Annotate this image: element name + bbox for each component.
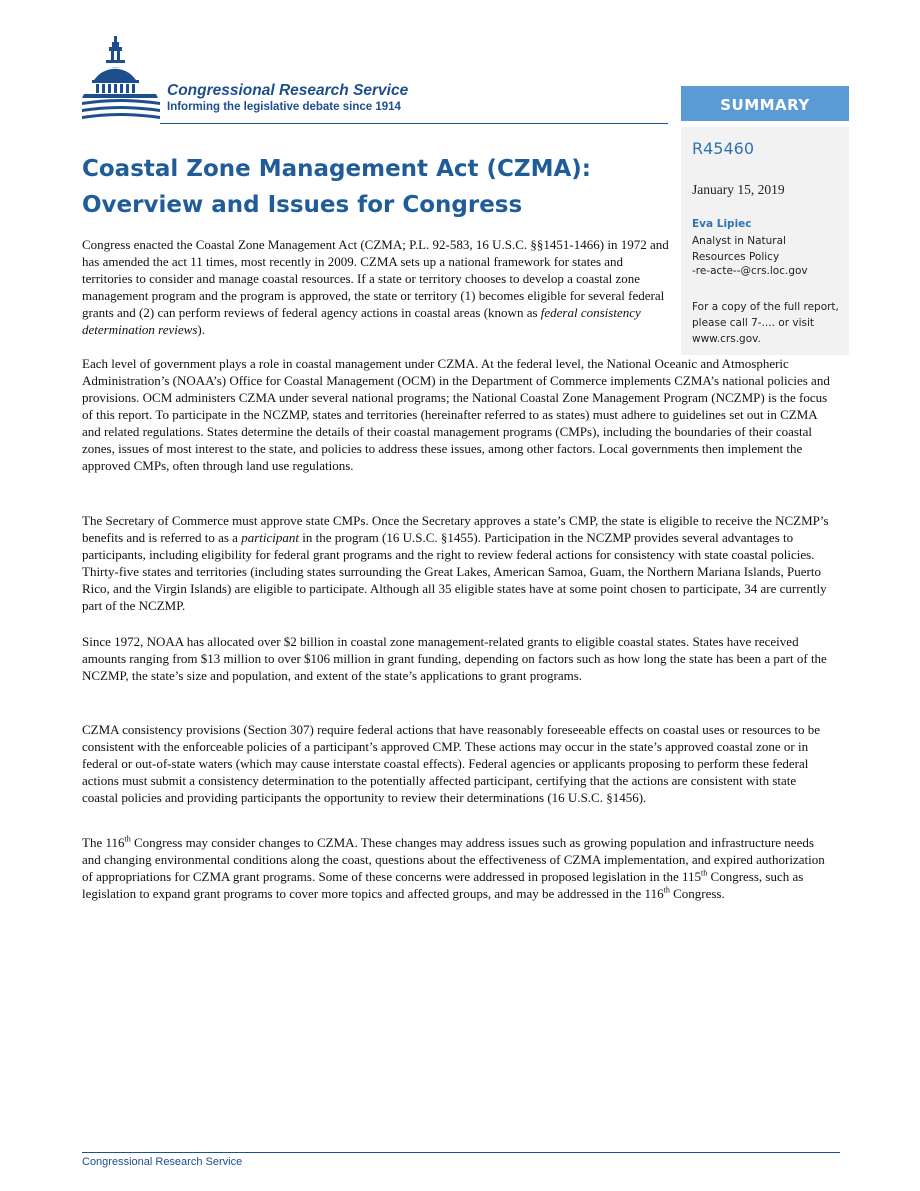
paragraph-text: Congress enacted the Coastal Zone Management Act (CZMA; P.L. 92-583, 16 U.S.C. §§1451-1466) in 1972 and has amended the act 11 times, most recently in 2009. CZMA sets up a national framework for states and territories to consider and manage coastal resources. If a state or territory chooses to develop a coastal zone management program and the program is approved, the state or territory (1) becomes eligible for several federal grants and (2) can perform reviews of federal agency actions in coastal areas (known as bbox=[82, 237, 669, 320]
summary-paragraph-5: CZMA consistency provisions (Section 307) require federal actions that have reasonably foreseeable effects on coastal uses or resources to be consistent with the enforceable policies of a participant’s approved CMP. These actions may occur in the state’s approved coastal zone or in federal or out-of-state waters (which may cause interstate coastal effects). Federal agencies or applicants proposing to perform these federal actions must submit a consistency determination to the potentially affected participant, certifying that the actions are consistent with state coastal policies and providing participants the opportunity to review their determinations (16 U.S.C. §1456). bbox=[82, 722, 820, 805]
summary-paragraph-1 bbox=[82, 236, 669, 338]
report-title bbox=[82, 151, 591, 223]
paragraph-emphasis: federal consistency determination reviews bbox=[82, 305, 641, 337]
ordinal-suffix: th bbox=[124, 834, 131, 844]
paragraph-text: in the program (16 U.S.C. §1455). Participation in the NCZMP provides several advantages to participants, including eligibility for federal grant programs and the right to review federal actions for consistency with state coastal policies. Thirty-five states and territories (including states surrounding the Great Lakes, American Samoa, Guam, the Northern Mariana Islands, Puerto Rico, and the Virgin Islands) are eligible to participate. Although all 35 eligible states have at some point chosen to participate, 34 are currently part of the NCZMP. bbox=[82, 530, 827, 613]
summary-paragraph-6 bbox=[82, 834, 832, 902]
capitol-dome-icon bbox=[82, 36, 162, 120]
summary-paragraph-2: Each level of government plays a role in coastal management under CZMA. At the federal level, the National Oceanic and Atmospheric Administration’s (NOAA’s) Office for Coastal Management (OCM) in the Department of Commerce implements CZMA’s national policies and provisions. OCM administers CZMA under several national programs; the National Coastal Zone Management Program (NCZMP) is the focus of this report. To participate in the NCZMP, states and territories (hereinafter referred to as states) must adhere to guidelines set out in CZMA and related regulations. States determine the details of their coastal management programs (CMPs), including the boundaries of their coastal zones, issues of most interest to the state, and policies to address these issues, among other factors. Local governments then implement the approved CMPs, often through land use regulations. bbox=[82, 356, 830, 473]
summary-heading: SUMMARY bbox=[681, 86, 849, 121]
author-name: Eva Lipiec bbox=[692, 218, 752, 230]
footer-org-name: Congressional Research Service bbox=[82, 1156, 243, 1168]
paragraph-emphasis: participant bbox=[241, 530, 299, 545]
org-name: Congressional Research Service bbox=[167, 82, 409, 99]
paragraph-text: Congress, such as legislation to expand grant programs to cover more topics and affected groups, and may be addressed in the 116 bbox=[82, 869, 804, 901]
paragraph-text: The Secretary of Commerce must approve state CMPs. Once the Secretary approves a state’s CMP, the state is eligible to receive the NCZMP’s benefits and is referred to as a bbox=[82, 513, 829, 545]
summary-paragraph-3 bbox=[82, 512, 832, 614]
author-title: Analyst in Natural Resources Policy bbox=[692, 235, 786, 263]
author-email[interactable]: -re-acte--@crs.loc.gov bbox=[692, 265, 808, 277]
report-number: R45460 bbox=[692, 139, 755, 158]
paragraph-text: The 116 bbox=[82, 835, 125, 850]
paragraph-text: Congress may consider changes to CZMA. These changes may address issues such as growing population and infrastructure needs and changing environmental conditions along the coast, questions about the effectiveness of CZMA implementation, and expired authorization of appropriations for CZMA grant programs. Some of these concerns were addressed in proposed legislation in the 115 bbox=[82, 835, 825, 884]
report-title-line-2: Overview and Issues for Congress bbox=[82, 192, 523, 218]
ordinal-suffix: th bbox=[701, 868, 708, 878]
paragraph-text: Congress. bbox=[669, 886, 725, 901]
footer-divider bbox=[82, 1152, 840, 1153]
org-tagline: Informing the legislative debate since 1914 bbox=[167, 101, 401, 113]
paragraph-text: ). bbox=[197, 322, 206, 337]
report-date: January 15, 2019 bbox=[692, 182, 785, 197]
copy-note: For a copy of the full report, please call 7-.... or visit www.crs.gov. bbox=[692, 301, 839, 345]
ordinal-suffix: th bbox=[663, 885, 670, 895]
report-title-line-1: Coastal Zone Management Act (CZMA): bbox=[82, 156, 591, 182]
summary-paragraph-4: Since 1972, NOAA has allocated over $2 billion in coastal zone management-related grants to eligible coastal states. States have received amounts ranging from $13 million to over $106 million in grant funding, depending on factors such as how long the state has been a part of the NCZMP, the state’s size and population, and extent of the state’s applications to grant programs. bbox=[82, 634, 827, 683]
header-divider bbox=[160, 123, 668, 124]
